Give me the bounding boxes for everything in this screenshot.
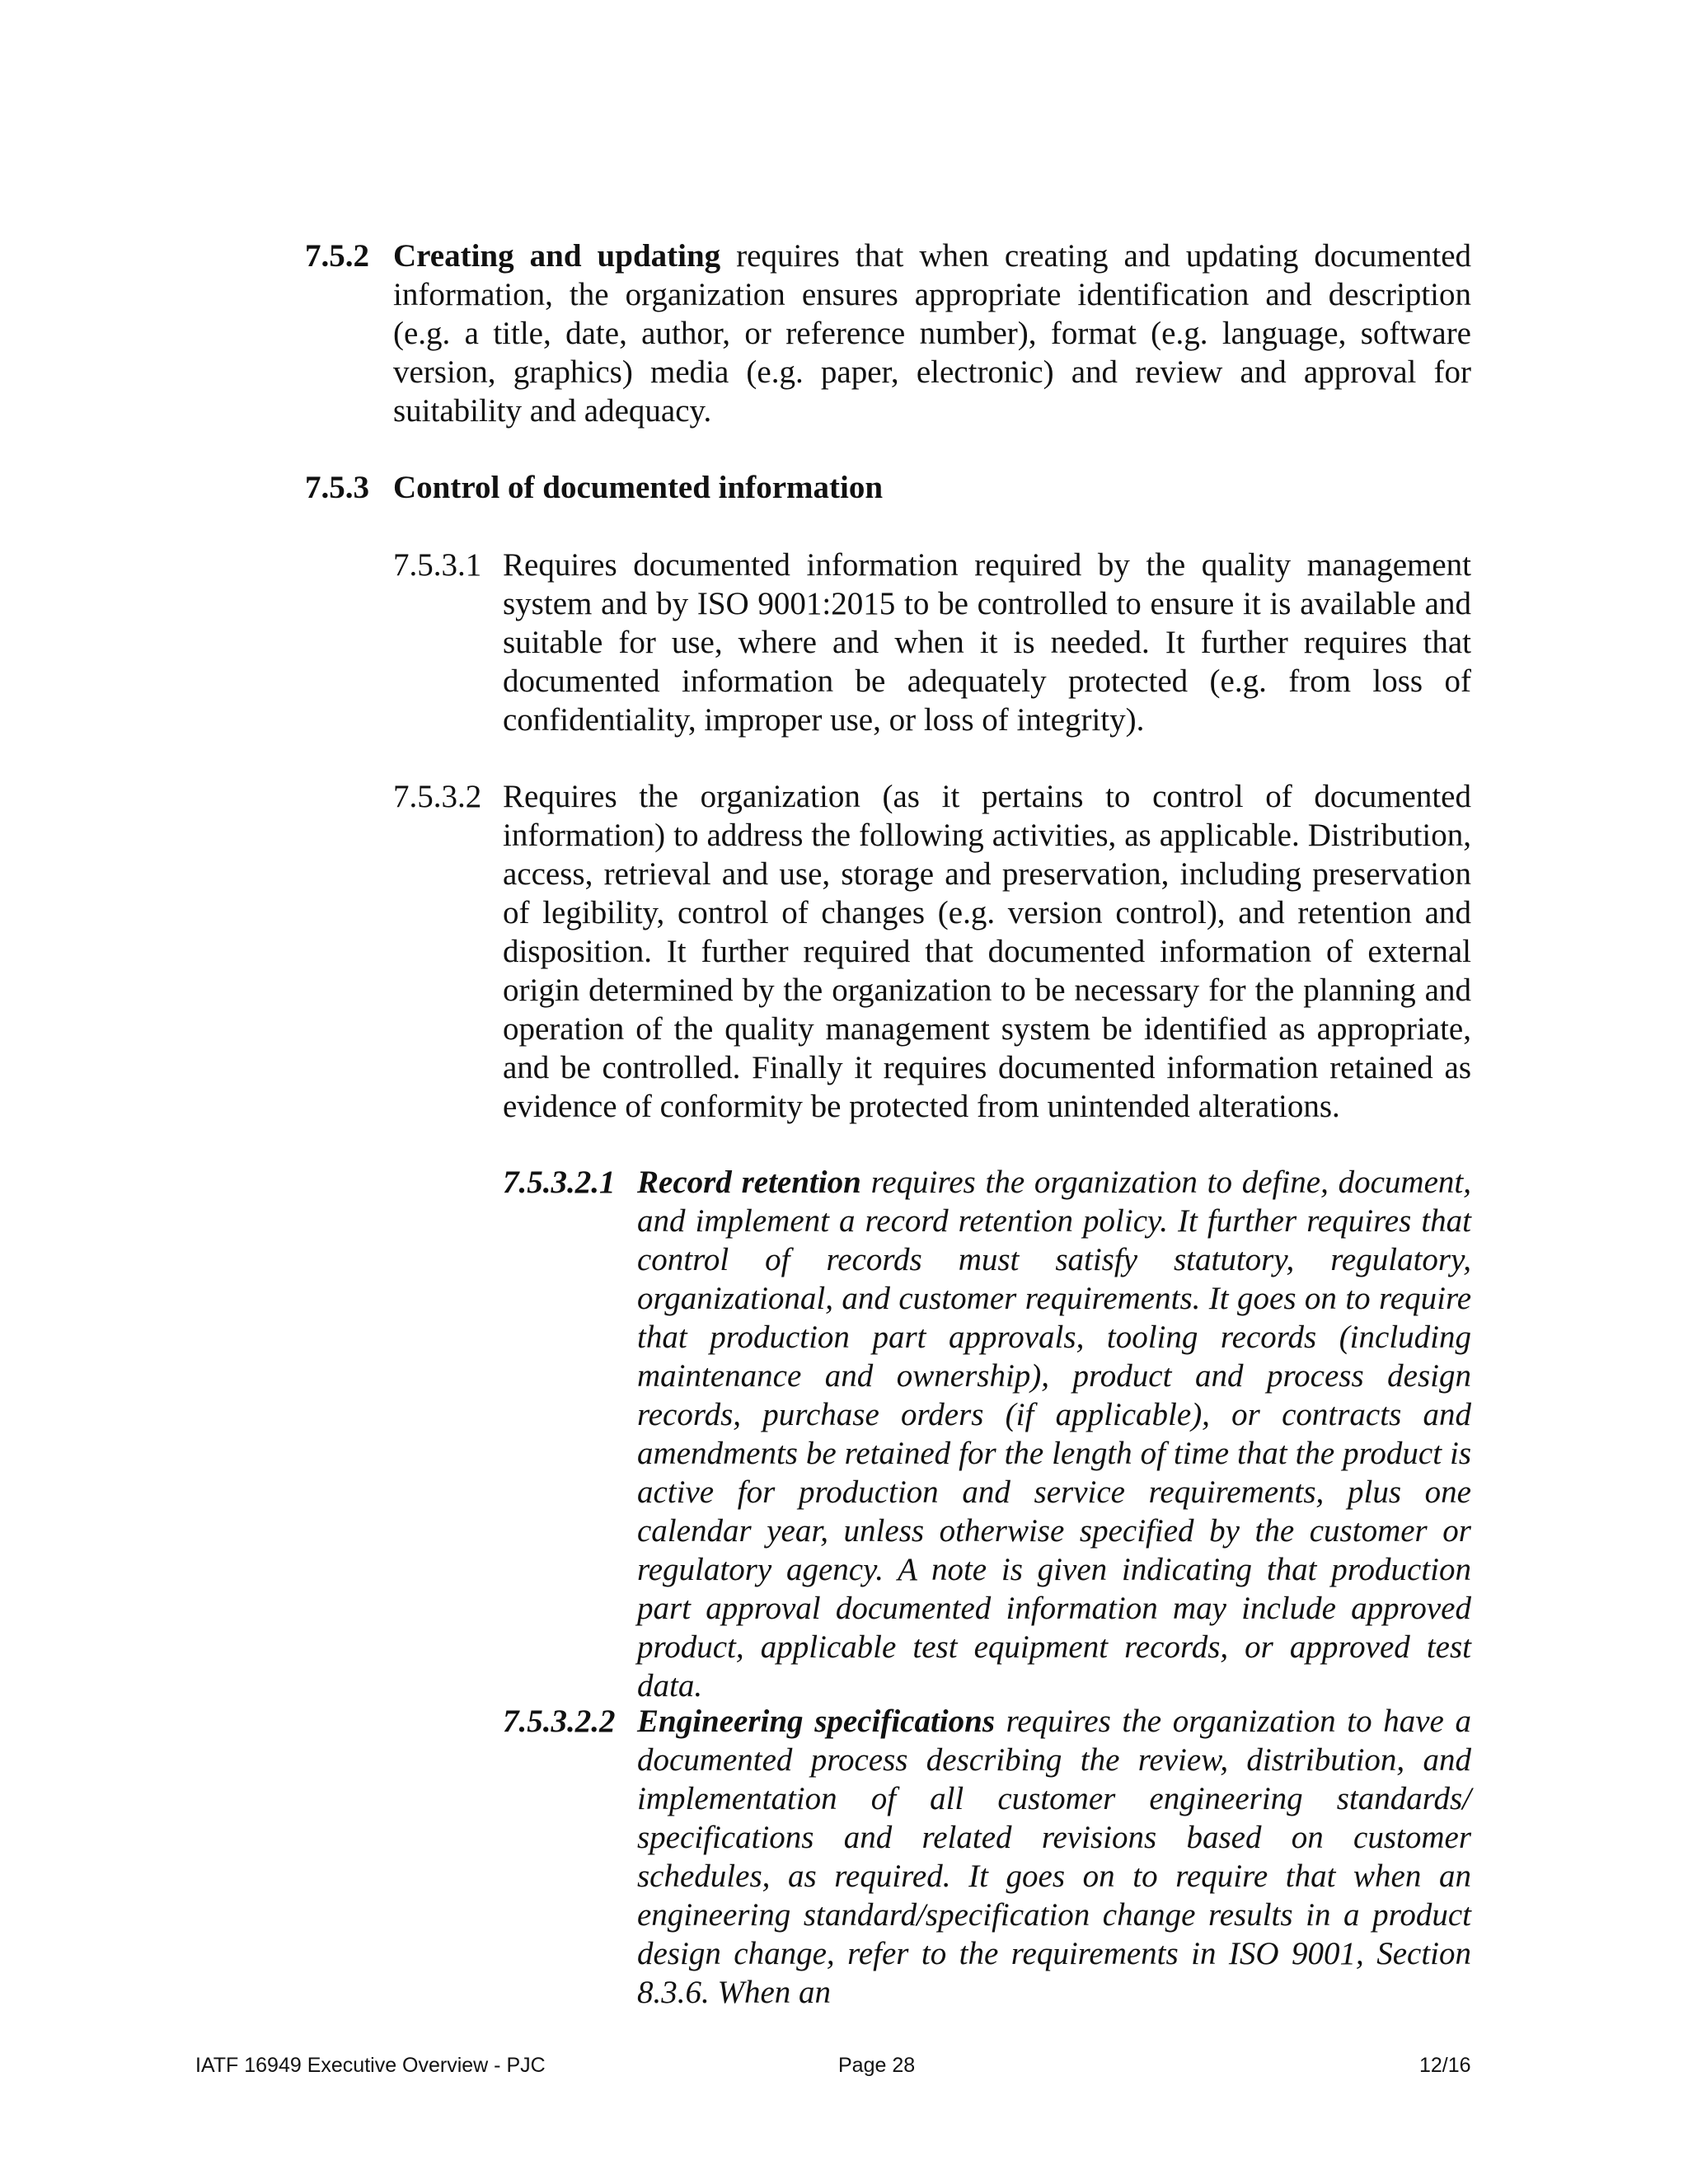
section-body: Requires the organization (as it pertains to control of documented information) to address the following activities, as applicable. Distribution, access, retrieval and use, storage and preservation, including preservation of legibility, control of changes (e.g. version control), and retention and disposition. It further required that documented information of external origin determined by the organization to be necessary for the planning and operation of the quality management system be identified as appropriate, and be controlled. Finally it requires documented information retained as evidence of conformity be protected from unintended alterations. [503,779,1471,1124]
section-7-5-3-2-1 [503,1163,1471,1705]
section-title: Creating and updating [393,238,721,274]
section-title: Engineering specifications [637,1704,996,1739]
section-number: 7.5.2 [305,238,369,274]
footer-date: 12/16 [1419,2054,1471,2077]
section-number: 7.5.3 [305,470,369,505]
section-body: requires that when creating and updating documented information, the organization ensures appropriate identification and description (e.g. a title, date, author, or reference number), format (e.g. language, software version, graphics) media (e.g. paper, electronic) and review and approval for suitability and adequacy. [393,238,1472,429]
section-title: Record retention [637,1165,861,1200]
section-7-5-3-1 [393,546,1471,739]
section-paragraph [637,1163,1471,1705]
section-paragraph [637,1702,1471,2012]
section-number: 7.5.3.2 [393,779,482,814]
section-body: requires the organization to have a documented process describing the review, distribution, and implementation of all customer engineering standards/ specifications and related revisions based on customer schedules, as required. It goes on to require that when an engineering standard/specification change results in a product design change, refer to the requirements in ISO 9001, Section 8.3.6. When an [637,1704,1472,2010]
section-7-5-3-2 [393,777,1471,1126]
section-title: Control of documented information [393,470,884,505]
section-number: 7.5.3.2.1 [503,1165,616,1200]
footer-document-title: IATF 16949 Executive Overview - PJC [195,2054,546,2077]
section-number: 7.5.3.1 [393,547,482,583]
section-body: requires the organization to define, document, and implement a record retention policy. It further requires that control of records must satisfy statutory, regulatory, organizational, and customer requirements. It goes on to require that production part approvals, tooling records (including maintenance and ownership), product and process design records, purchase orders (if applicable), or contracts and amendments be retained for the length of time that the product is active for production and service requirements, plus one calendar year, unless otherwise specified by the customer or regulatory agency. A note is given indicating that production part approval documented information may include approved product, applicable test equipment records, or approved test data. [637,1165,1471,1704]
section-7-5-2 [305,237,1471,430]
section-7-5-3-2-2 [503,1702,1471,2012]
section-7-5-3-heading [305,468,1471,507]
section-paragraph [393,237,1471,430]
section-body: Requires documented information required by the quality management system and by ISO 9001:2015 to be controlled to ensure it is available and suitable for use, where and when it is needed. It further requires that documented information be adequately protected (e.g. from loss of confidentiality, improper use, or loss of integrity). [503,547,1471,738]
footer-page-number: Page 28 [838,2054,916,2077]
section-number: 7.5.3.2.2 [503,1704,616,1739]
